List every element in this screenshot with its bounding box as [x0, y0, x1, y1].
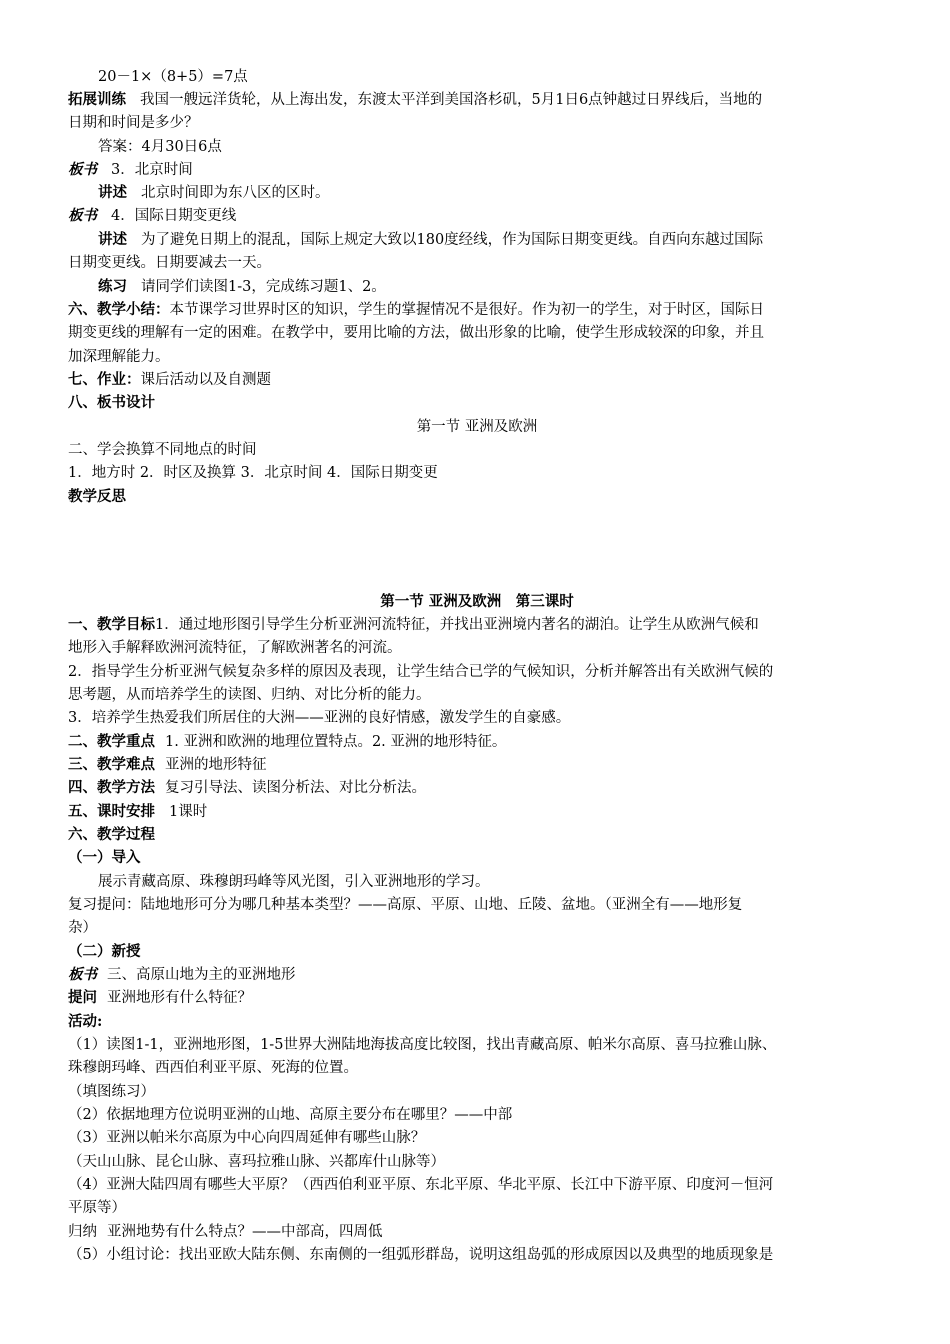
activity-1-text-2: 珠穆朗玛峰、西西伯利亚平原、死海的位置。 — [68, 1060, 358, 1076]
goal-3-text: 3．培养学生热爱我们所居住的大洲——亚洲的良好情感，激发学生的自豪感。 — [68, 710, 571, 726]
review-text-1: 复习提问：陆地地形可分为哪几种基本类型？——高原、平原、山地、丘陵、盆地。（亚洲全有——地形复 — [68, 897, 743, 913]
intro-text: 展示青藏高原、珠穆朗玛峰等风光图，引入亚洲地形的学习。 — [98, 874, 490, 890]
process-heading: 六、教学过程 — [68, 826, 155, 843]
lecture-label: 讲述 — [98, 184, 127, 201]
schedule-label: 五、课时安排 — [68, 803, 155, 820]
question-line — [68, 987, 886, 1010]
board-label: 板书 — [68, 966, 97, 983]
answer-line: 答案：4月30日6点 — [98, 139, 222, 155]
lecture-3 — [98, 182, 916, 205]
lecture-4 — [98, 229, 916, 252]
board-note-3 — [68, 159, 886, 182]
lecture-4-text-2: 日期变更线。日期要减去一天。 — [68, 255, 271, 271]
board-note-4-text: 4．国际日期变更线 — [111, 208, 237, 224]
summary-label: 六、教学小结： — [68, 301, 170, 318]
board-label: 板书 — [68, 207, 97, 224]
practice-line — [98, 276, 916, 299]
difficulty-section — [68, 754, 886, 777]
question-text: 亚洲地形有什么特征？ — [107, 990, 252, 1006]
board-design-title: 第一节 亚洲及欧洲 — [416, 419, 538, 435]
board-note-terrain — [68, 964, 886, 987]
goals-label: 一、教学目标 — [68, 616, 155, 633]
activity-3-answer: （天山山脉、昆仑山脉、喜玛拉雅山脉、兴都库什山脉等） — [68, 1154, 445, 1170]
schedule-text: 1课时 — [169, 804, 208, 820]
review-text-2: 杂） — [68, 920, 97, 936]
activity-1-text-1: （1）读图1-1，亚洲地形图，1-5世界大洲陆地海拔高度比较图，找出青藏高原、帕米尔高原、喜马拉雅山脉、 — [68, 1037, 777, 1053]
goal-2-text-1: 2．指导学生分析亚洲气候复杂多样的原因及表现，让学生结合已学的气候知识，分析并解答出有关欧洲气候的 — [68, 664, 774, 680]
intro-heading: （一）导入 — [68, 849, 141, 866]
lecture-4-text-1: 为了避免日期上的混乱，国际上规定大致以180度经线，作为国际日期变更线。自西向东越过国际 — [141, 232, 764, 248]
practice-text: 请同学们读图1-3，完成练习题1、2。 — [141, 279, 386, 295]
summary-text-1: 本节课学习世界时区的知识，学生的掌握情况不是很好。作为初一的学生，对于时区，国际日 — [169, 302, 764, 318]
lecture-3-text: 北京时间即为东八区的区时。 — [141, 185, 330, 201]
teaching-reflection-heading: 教学反思 — [68, 488, 126, 505]
key-points-label: 二、教学重点 — [68, 733, 155, 750]
board-label: 板书 — [68, 161, 97, 178]
difficulty-text: 亚洲的地形特征 — [165, 757, 267, 773]
homework-label: 七、作业： — [68, 371, 141, 388]
schedule-section — [68, 801, 886, 824]
board-design-heading: 八、板书设计 — [68, 394, 155, 411]
board-note-4 — [68, 205, 886, 228]
difficulty-label: 三、教学难点 — [68, 756, 155, 773]
activity-2-text: （2）依据地理方位说明亚洲的山地、高原主要分布在哪里？——中部 — [68, 1107, 513, 1123]
summary-line-label: 归纳 — [68, 1224, 97, 1240]
calc-line: 20－1×（8+5）=7点 — [98, 69, 248, 85]
fill-map-note: （填图练习） — [68, 1084, 155, 1100]
homework-text: 课后活动以及自测题 — [140, 372, 271, 388]
activity-3-text: （3）亚洲以帕米尔高原为中心向四周延伸有哪些山脉？ — [68, 1130, 426, 1146]
summary-line — [68, 1221, 886, 1244]
method-label: 四、教学方法 — [68, 779, 155, 796]
board-design-line-1: 二、学会换算不同地点的时间 — [68, 442, 257, 458]
summary-section — [68, 299, 886, 322]
extension-text-1: 我国一艘远洋货轮，从上海出发，东渡太平洋到美国洛杉矶，5月1日6点钟越过日界线后，当地的 — [140, 92, 763, 108]
extension-text-2: 日期和时间是多少？ — [68, 115, 199, 131]
board-note-3-text: 3．北京时间 — [111, 162, 193, 178]
method-text: 复习引导法、读图分析法、对比分析法。 — [165, 780, 426, 796]
activity-heading: 活动: — [68, 1013, 103, 1030]
summary-line-text: 亚洲地势有什么特点？——中部高，四周低 — [107, 1224, 383, 1240]
extension-label: 拓展训练 — [68, 91, 126, 108]
goals-section — [68, 614, 886, 637]
key-points-section — [68, 731, 886, 754]
extension-paragraph — [68, 89, 886, 112]
key-points-text: 1. 亚洲和欧洲的地理位置特点。2. 亚洲的地形特征。 — [165, 734, 507, 750]
homework-section — [68, 369, 886, 392]
activity-4-text-2: 平原等） — [68, 1200, 126, 1216]
activity-5-text: （5）小组讨论：找出亚欧大陆东侧、东南侧的一组弧形群岛，说明这组岛弧的形成原因以及典型的地质现象是 — [68, 1247, 774, 1263]
summary-text-2: 期变更线的理解有一定的困难。在教学中，要用比喻的方法，做出形象的比喻，使学生形成较深的印象，并且 — [68, 325, 764, 341]
new-lesson-heading: （二）新授 — [68, 943, 141, 960]
lecture-label: 讲述 — [98, 231, 127, 248]
lesson-title: 第一节 亚洲及欧洲 第三课时 — [380, 593, 574, 610]
question-label: 提问 — [68, 989, 97, 1006]
board-note-terrain-text: 三、高原山地为主的亚洲地形 — [107, 967, 296, 983]
practice-label: 练习 — [98, 278, 127, 295]
goal-1-text-1: 1．通过地形图引导学生分析亚洲河流特征，并找出亚洲境内著名的湖泊。让学生从欧洲气候和 — [155, 617, 759, 633]
method-section — [68, 777, 886, 800]
summary-text-3: 加深理解能力。 — [68, 349, 170, 365]
board-design-line-2: 1．地方时 2．时区及换算 3．北京时间 4．国际日期变更 — [68, 465, 438, 481]
goal-2-text-2: 思考题，从而培养学生的读图、归纳、对比分析的能力。 — [68, 687, 431, 703]
activity-4-text-1: （4）亚洲大陆四周有哪些大平原？（西西伯利亚平原、东北平原、华北平原、长江中下游平原、印度河－恒河 — [68, 1177, 774, 1193]
goal-1-text-2: 地形入手解释欧洲河流特征，了解欧洲著名的河流。 — [68, 640, 402, 656]
